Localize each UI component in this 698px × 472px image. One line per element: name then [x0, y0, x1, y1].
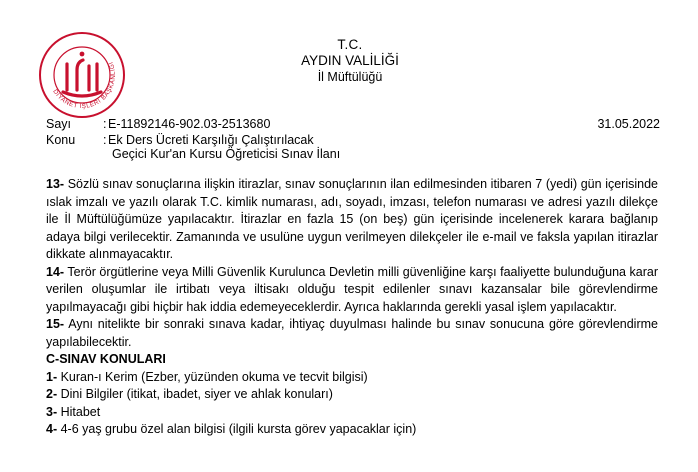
- paragraph-15-number: 15-: [46, 317, 65, 331]
- list-item-text: 4-6 yaş grubu özel alan bilgisi (ilgili kursta görev yapacaklar için): [57, 422, 417, 436]
- konu-value-line1: Ek Ders Ücreti Karşılığı Çalıştırılacak: [108, 133, 314, 147]
- list-item: [46, 421, 658, 439]
- paragraph-15: [46, 316, 658, 351]
- header-line-valilik: AYDIN VALİLİĞİ: [301, 53, 399, 68]
- svg-text:DİYANET İŞLERİ BAŞKANLIĞI: DİYANET İŞLERİ BAŞKANLIĞI: [51, 60, 118, 111]
- section-title: C-SINAV KONULARI: [46, 352, 166, 366]
- paragraph-14: [46, 264, 658, 317]
- list-item-number: 3-: [46, 404, 58, 419]
- sayi-value: E-11892146-902.03-2513680: [108, 117, 271, 131]
- konu-colon: :: [103, 133, 107, 147]
- sayi-colon: :: [103, 117, 107, 131]
- list-item-number: 4-: [46, 422, 58, 436]
- paragraph-13-number: 13-: [46, 177, 65, 191]
- list-item: [46, 369, 658, 387]
- konu-value-line2: Geçici Kur'an Kursu Öğreticisi Sınav İlanı: [112, 147, 341, 161]
- document-body: [46, 176, 658, 439]
- header-line-muftuluk: İl Müftülüğü: [317, 70, 383, 84]
- paragraph-13: [46, 176, 658, 264]
- paragraph-15-text: Aynı nitelikte bir sonraki sınava kadar, ihtiyaç duyulması halinde bu sınav sonucuna göre görevlendirme yapılabilecektir.: [46, 317, 658, 349]
- paragraph-13-text: Sözlü sınav sonuçlarına ilişkin itirazlar, sınav sonuçlarının ilan edilmesinden itibaren 7 (yedi) gün içerisinde ıslak imzalı ve yazılı olarak T.C. kimlik numarası, adı, soyadı, imzası, telefon numarası ve adresi yazılı dilekçe ile İl Müftülüğümüze yapılacaktır. İtirazlar en fazla 15 (on beş) gün içerisinde incelenerek karara bağlanıp adaya bilgi verilecektir. Zamanında ve usulüne uygun verilmeyen dilekçeler ile e-mail ve faksla yapılan itirazlar dikkate alınmayacaktır.: [46, 177, 658, 261]
- paragraph-14-text: Terör örgütlerine veya Milli Güvenlik Kurulunca Devletin milli güvenliğine karşı faaliyette bulunduğuna karar verilen oluşumlar ile irtibatı veya iltisakı olduğu tespit edilenler sınavı kazansalar bile görevlendirme yapılmayacağı gibi hiçbir hak iddia edemeyeceklerdir. Ayrıca haklarında gerekli yasal işlem yapılacaktır.: [46, 264, 658, 314]
- sayi-label: Sayı: [46, 117, 72, 131]
- list-item-number: 1-: [46, 369, 58, 384]
- list-item-number: 2-: [46, 387, 58, 401]
- diyanet-seal-icon: [37, 30, 127, 120]
- document-date: 31.05.2022: [597, 117, 660, 131]
- list-item-text: Dini Bilgiler (itikat, ibadet, siyer ve ahlak konuları): [57, 387, 333, 401]
- list-item: [46, 386, 658, 404]
- list-item: [46, 404, 658, 422]
- letterhead: [230, 37, 470, 85]
- paragraph-14-number: 14-: [46, 264, 65, 279]
- header-line-tc: T.C.: [337, 37, 363, 52]
- list-item-text: Kuran-ı Kerim (Ezber, yüzünden okuma ve tecvit bilgisi): [57, 369, 368, 384]
- list-item-text: Hitabet: [57, 404, 101, 419]
- konu-label: Konu: [46, 133, 76, 147]
